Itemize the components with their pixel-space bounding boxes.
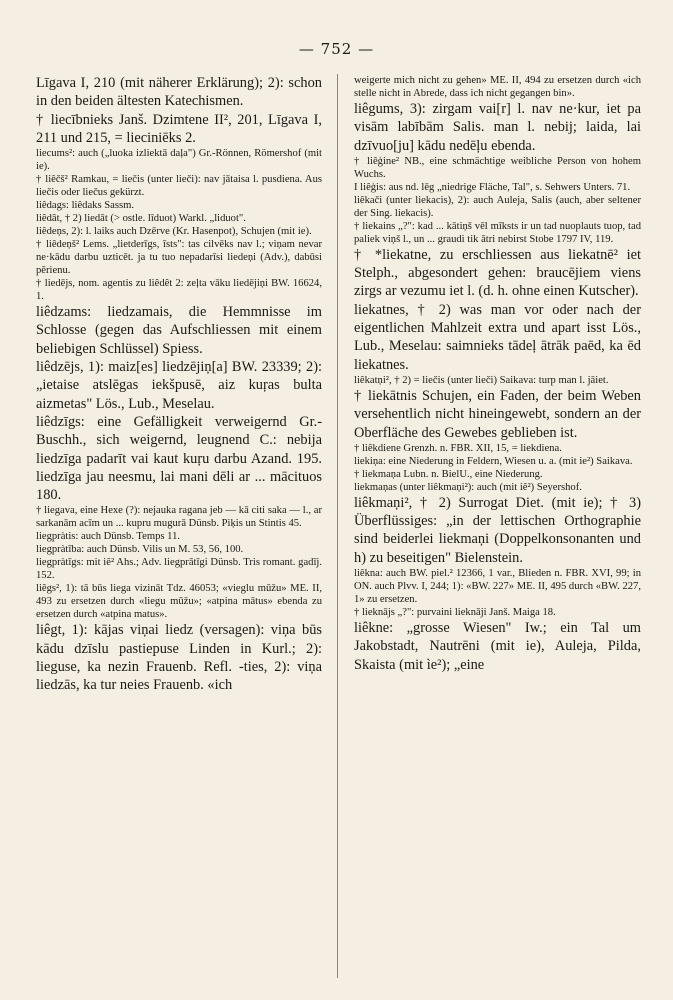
dictionary-entry: liêdags: liêdaks Sassm. bbox=[36, 200, 134, 212]
dictionary-entry: liêdzams: liedzamais, die Hemmnisse im Schlosse (gegen das Aufschliessen mit einem beliebigen Schlüssel) Spiess. bbox=[36, 304, 322, 357]
column-divider bbox=[337, 74, 338, 978]
page-number: — 752 — bbox=[298, 40, 375, 58]
dictionary-entry: † lieknājs „?": purvaini lieknāji Janš. Maiga 18. bbox=[354, 607, 556, 619]
dictionary-entry: liêgs², 1): tā būs liega vizināt Tdz. 46053; «vieglu mūžu» ME. II, 493 zu ersetzen durch «liegu mūžu»; «atpina mātus» ebenda zu ersetzen durch «atpina matus». bbox=[36, 583, 322, 621]
dictionary-entry: † liêkdiene Grenzh. n. FBR. XII, 15, = liekdiena. bbox=[354, 442, 562, 454]
dictionary-entry: † liegava, eine Hexe (?): nejauka ragana jeb — kā citi saka — l., ar sarkanām acīm un ... kupru mugurā Dünsb. Piķis un Stintis 45. bbox=[36, 505, 322, 530]
dictionary-entry: liêkne: „grosse Wiesen" Iw.; ein Tal um Jakobstadt, Nautrēni (mit ie), Auleja, Pilda, Skaista (mit ìe²); „eine bbox=[354, 620, 641, 673]
dictionary-entry: liekiņa: eine Niederung in Feldern, Wiesen u. a. (mit ie²) Saikava. bbox=[354, 455, 633, 467]
dictionary-entry: liêdeņs, 2): l. laiks auch Dzērve (Kr. Hasenpot), Schujen (mit ie). bbox=[36, 226, 312, 238]
dictionary-entry: liekatnes, † 2) was man vor oder nach der eigentlichen Mahlzeit extra und apart isst Lös., Lub., Meselau: saimnieks tādeļ ātrāk paēd, ka ēd liekatnes. bbox=[354, 301, 641, 373]
dictionary-entry: Līgava I, 210 (mit näherer Erklärung); 2): schon in den beiden ältesten Katechismen. bbox=[36, 75, 322, 110]
dictionary-entry: liegpràtīgs: mit iê² Ahs.; Adv. liegprātīgi Dünsb. Tris romant. gadīj. 152. bbox=[36, 557, 322, 582]
dictionary-entry: † liêčš² Ramkau, = liečis (unter lieči): nav jātaisa l. pusdiena. Aus liečis oder liečus gekürzt. bbox=[36, 174, 322, 199]
dictionary-entry: liêgt, 1): kājas viņai liedz (versagen): viņa būs kādu dzīslu pastiepuse Linden in Kurl.; 2): lieguse, ka nezin Frauenb. Refl. -ties, 2): viņa liedzās, ka tur neies Frauenb. «ich bbox=[36, 622, 322, 694]
dictionary-entry: liegpràtība: auch Dünsb. Vilis un M. 53, 56, 100. bbox=[36, 544, 244, 556]
dictionary-entry: † liekains „?": kad ... kātiņš vēl mīksts ir un tad nuoplauts tuop, tad paliek viņš l., un ... graudi tik ātri nebirst Stobe 1797 IV, 119. bbox=[354, 220, 641, 245]
dictionary-entry: † liekātnis Schujen, ein Faden, der beim Weben versehentlich nicht hineingewebt, sondern an der Oberfläche des Gewebes geblieben ist. bbox=[354, 387, 641, 441]
dictionary-entry: liêkatņi², † 2) = liečis (unter lieči) Saikava: turp man l. jāiet. bbox=[354, 374, 609, 386]
right-column bbox=[354, 74, 641, 674]
dictionary-entry: † liêdeņš² Lems. „lietderīgs, īsts": tas cilvēks nav l.; viņam nevar ne·kādu darbu uzticēt. ja tu tuo nepadarīsi liedeņi (Adv.), dabūsi pērienu. bbox=[36, 239, 322, 277]
dictionary-entry: liêkači (unter liekacis), 2): auch Auleja, Salis (auch, aber seltener der Sing. liekacis). bbox=[354, 194, 641, 219]
dictionary-entry: liêkna: auch BW. piel.² 12366, 1 var., Blieden n. FBR. XVI, 99; in ON. auch Plvv. I, 244; 1): «BW. 227» ME. II, 495 durch «BW. 227, 1» zu ersetzen. bbox=[354, 568, 641, 606]
dictionary-entry: liêdzīgs: eine Gefälligkeit verweigernd Gr.-Buschh., sich weigernd, leugnend C.: nebija liedzīga padarīt vai kaut kuŗu darbu Azand. 195. liedzīga jau neesmu, lai mani dēli ar ... mācituos 180. bbox=[36, 413, 322, 504]
dictionary-entry: † liecībnieks Janš. Dzimtene II², 201, Līgava I, 211 und 215, = lieciniēks 2. bbox=[36, 111, 322, 146]
dictionary-entry: † *liekatne, zu erschliessen aus liekatnē² iet Stelph., abgesondert gehen: braucējiem viens zirgs ar vezumu iet l. (d. h. ohne einen Kutscher). bbox=[354, 246, 641, 300]
dictionary-entry: liêgums, 3): zirgam vai[r] l. nav ne·kur, iet pa visām labībām Salis. man l. nebij; laida, lai dzīvuo[ju] kādu nedēļu ebenda. bbox=[354, 101, 641, 154]
dictionary-entry: liêdzējs, 1): maiz[es] liedzējiņ[a] BW. 23339; 2): „ietaise atslēgas iekšpusē, aiz kuŗas bulta aizmetas" Lös., Lub., Meselau. bbox=[36, 359, 322, 412]
dictionary-entry: † liêģine² NB., eine schmächtige weibliche Person von hohem Wuchs. bbox=[354, 155, 641, 180]
dictionary-entry: † liekmaņa Lubn. n. BielU., eine Niederung. bbox=[354, 468, 543, 480]
dictionary-entry: liegpràtis: auch Dünsb. Temps 11. bbox=[36, 531, 181, 543]
dictionary-entry: liekmaņas (unter liêkmaņi²): auch (mit iê²) Seyershof. bbox=[354, 481, 582, 493]
dictionary-entry: liêkmaņi², † 2) Surrogat Diet. (mit ie); † 3) Überflüssiges: „in der lettischen Orthographie sind beiderlei liekmaņi (Doppelkonsonanten und h) zu beseitigen" Bielenstein. bbox=[354, 494, 641, 566]
dictionary-entry: I liêģis: aus nd. lēg „niedrige Fläche, Tal", s. Sehwers Unters. 71. bbox=[354, 181, 631, 193]
dictionary-entry: weigerte mich nicht zu gehen» ME. II, 494 zu ersetzen durch «ich stelle nicht in Abrede, dass ich nicht gegangen bin». bbox=[354, 75, 641, 99]
left-column bbox=[36, 74, 322, 695]
dictionary-entry: liêdât, † 2) liedāt (> ostle. līduot) Warkl. „liduot". bbox=[36, 213, 246, 225]
dictionary-entry: † liedējs, nom. agentis zu liêdêt 2: zeļta vāku liedējiņi BW. 16624, 1. bbox=[36, 278, 322, 303]
dictionary-entry: liecums²: auch („luoka izliektā daļa") Gr.-Rönnen, Römershof (mit ie). bbox=[36, 148, 322, 173]
